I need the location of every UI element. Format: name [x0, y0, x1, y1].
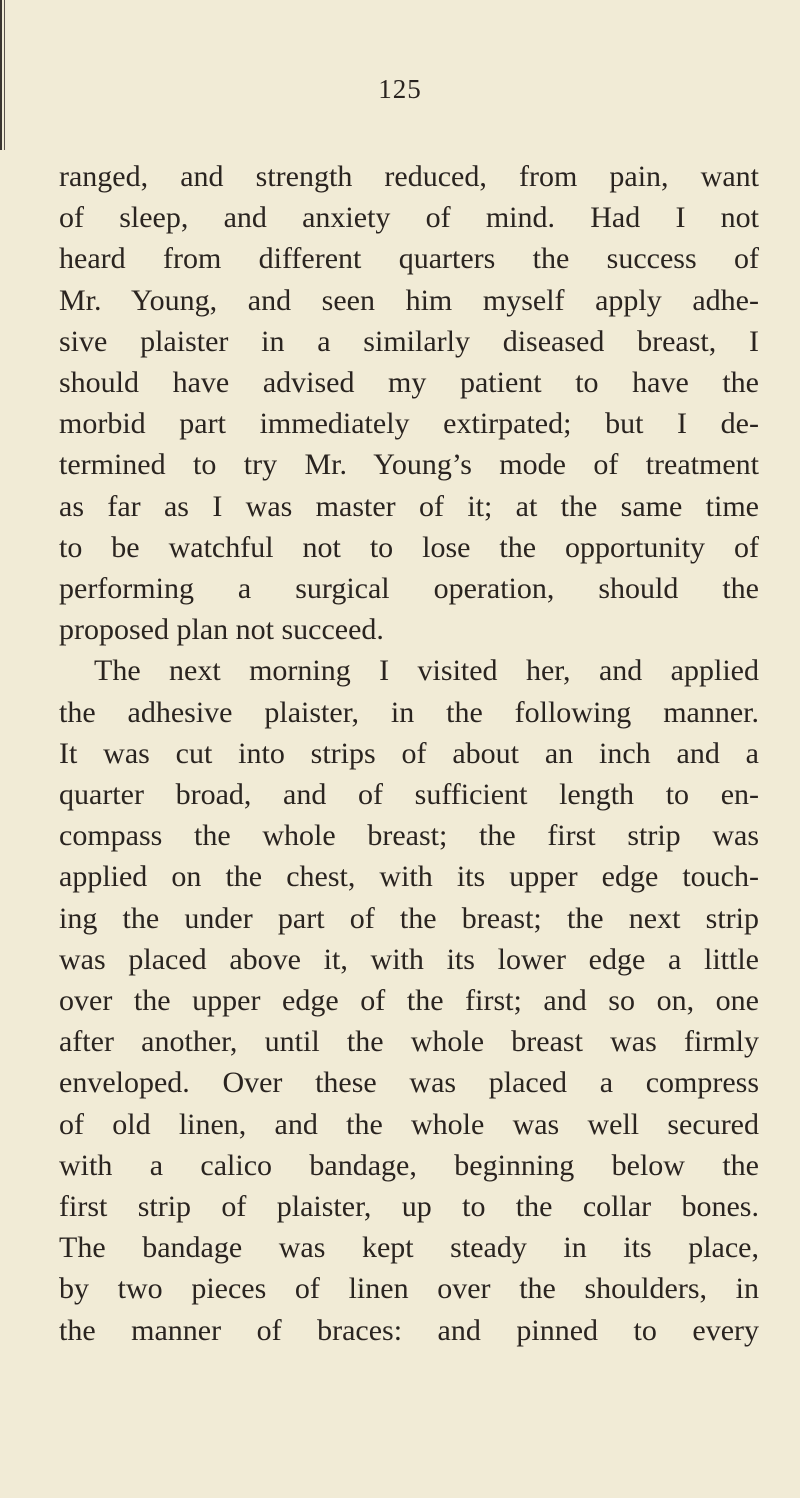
text-line: of sleep, and anxiety of mind. Had I not — [59, 201, 759, 235]
text-line: should have advised my patient to have the — [59, 366, 759, 400]
text-line: termined to try Mr. Young’s mode of treatment — [59, 448, 759, 482]
text-line-paragraph-start: The next morning I visited her, and applied — [94, 654, 759, 688]
text-line: compass the whole breast; the first strip was — [59, 819, 759, 853]
text-line: sive plaister in a similarly diseased breast, I — [59, 324, 759, 358]
text-line: as far as I was master of it; at the same time — [59, 489, 759, 523]
text-line: performing a surgical operation, should the — [59, 572, 759, 606]
text-line: ranged, and strength reduced, from pain, want — [59, 160, 759, 193]
text-line: heard from different quarters the success of — [59, 242, 759, 276]
text-line: after another, until the whole breast was firmly — [59, 1025, 759, 1059]
text-line: applied on the chest, with its upper edge touch- — [59, 860, 759, 894]
text-line: to be watchful not to lose the opportunity of — [59, 530, 759, 564]
text-line: enveloped. Over these was placed a compress — [59, 1066, 759, 1100]
text-line: the adhesive plaister, in the following manner. — [59, 695, 759, 729]
text-line: ing the under part of the breast; the next strip — [59, 901, 759, 935]
body-text — [59, 156, 759, 1351]
text-line: It was cut into strips of about an inch and a — [59, 736, 759, 770]
text-line: quarter broad, and of sufficient length to en- — [59, 778, 759, 812]
scan-edge-mark — [0, 0, 7, 150]
text-line: the manner of braces: and pinned to every — [59, 1313, 759, 1347]
text-line: Mr. Young, and seen him myself apply adhe- — [59, 283, 759, 317]
text-line: with a calico bandage, beginning below the — [59, 1148, 759, 1182]
text-line: The bandage was kept steady in its place, — [59, 1231, 759, 1265]
text-line: by two pieces of linen over the shoulders, in — [59, 1272, 759, 1306]
text-line: was placed above it, with its lower edge a little — [59, 942, 759, 976]
page-number: 125 — [378, 74, 422, 104]
text-line-paragraph-end: proposed plan not succeed. — [59, 613, 384, 647]
text-line: of old linen, and the whole was well secured — [59, 1107, 759, 1141]
text-line: morbid part immediately extirpated; but I de- — [59, 407, 759, 441]
text-line: over the upper edge of the first; and so on, one — [59, 984, 759, 1018]
text-line: first strip of plaister, up to the collar bones. — [59, 1190, 759, 1224]
